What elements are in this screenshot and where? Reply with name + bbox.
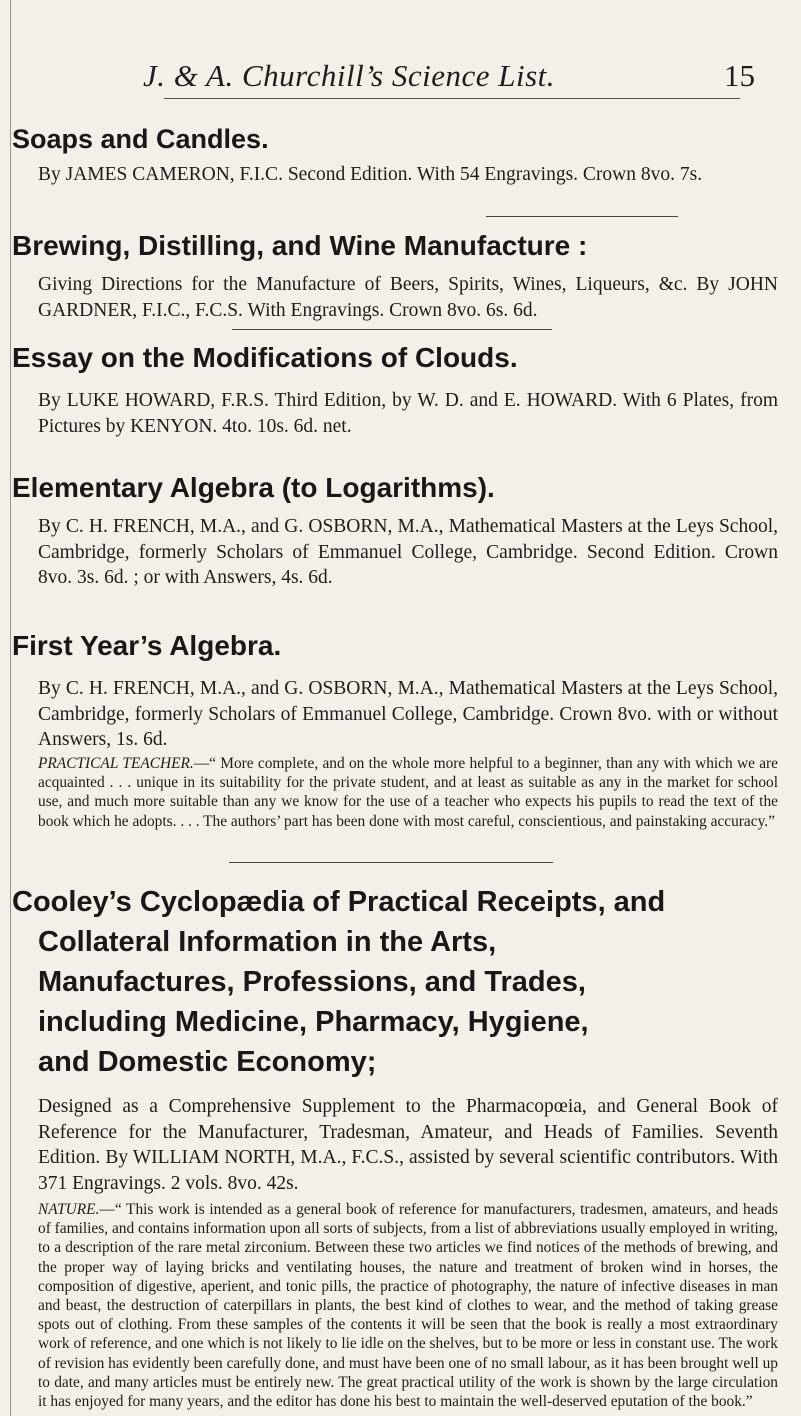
running-head [0,58,801,98]
entry-body: By JAMES CAMERON, F.I.C. Second Edition. With 54 Engravings. Crown 8vo. 7s. [38,164,703,185]
entry-heading: First Year’s Algebra. [12,630,282,661]
running-head-title: J. & A. Churchill’s Science List. [143,58,556,93]
entry-heading: Elementary Algebra (to Logarithms). [12,472,495,503]
review-text: —“ This work is intended as a general book of reference for manufacturers, tradesmen, amateurs, and heads of families, and contains information upon all sorts of subjects, from a list of abbreviations usually employed in writing, to a description of the rare metal zirconium. Between these two articles we find notices of the methods of brewing, and the proper way of laying bricks and ventilating houses, the nature and treatment of broken wind in horses, the composition of digestive, aperient, and tonic pills, the practice of photography, the nature of infective diseases in man and beast, the destruction of caterpillars in plants, the best kind of clothes to wear, and the method of taking grease spots out of clothing. From these samples of the contents it will be seen that the book is really a most extraordinary work of reference, and one which is not likely to lie idle on the shelves, but to be more or less in constant use. The work of revision has evidently been carefully done, and must have been one of no small labour, as it has been brought well up to date, and many articles must be entirely new. The great practical utility of the work is shown by the large circulation it has enjoyed for many years, and the editor has done his best to maintain the well-deserved eputation of the book.” [38,1201,778,1411]
entry-heading [12,882,752,1082]
running-head-rule [164,98,740,99]
entry-heading: Essay on the Modifications of Clouds. [12,342,518,373]
entry-body: Giving Directions for the Manufacture of Beers, Spirits, Wines, Liqueurs, &c. By JOHN GARDNER, F.I.C., F.C.S. With Engravings. Crown 8vo. 6s. 6d. [38,274,778,321]
review-quote [38,754,778,831]
heading-line: Manufactures, Professions, and Trades, [38,966,586,998]
heading-line: and Domestic Economy; [38,1046,377,1078]
heading-line: Collateral Information in the Arts, [38,926,497,958]
review-source: NATURE. [38,1201,100,1218]
page-number: 15 [724,58,755,93]
entry-body: By C. H. FRENCH, M.A., and G. OSBORN, M.A., Mathematical Masters at the Leys School, Cambridge, formerly Scholars of Emmanuel College, Cambridge. Crown 8vo. with or without Answers, 1s. 6d. [38,678,778,750]
entry-heading: Brewing, Distilling, and Wine Manufacture : [12,230,588,261]
entry-body: By LUKE HOWARD, F.R.S. Third Edition, by W. D. and E. HOWARD. With 6 Plates, from Pictures by KENYON. 4to. 10s. 6d. net. [38,390,778,437]
entry-body: Designed as a Comprehensive Supplement to the Pharmacopœia, and General Book of Reference for the Manufacturer, Tradesman, Amateur, and Heads of Families. Seventh Edition. By WILLIAM NORTH, M.A., F.C.S., assisted by several scientific contributors. With 371 Engravings. 2 vols. 8vo. 42s. [38,1096,778,1194]
page-edge-line [10,0,11,1416]
review-source: PRACTICAL TEACHER. [38,755,194,772]
heading-line: Cooley’s Cyclopædia of Practical Receipts, and [12,886,666,918]
entry-body: By C. H. FRENCH, M.A., and G. OSBORN, M.A., Mathematical Masters at the Leys School, Cambridge, formerly Scholars of Emmanuel College, Cambridge. Second Edition. Crown 8vo. 3s. 6d. ; or with Answers, 4s. 6d. [38,516,778,588]
heading-line: including Medicine, Pharmacy, Hygiene, [38,1006,589,1038]
separator-rule [229,862,553,863]
entry-heading: Soaps and Candles. [12,124,269,154]
review-text: —“ More complete, and on the whole more helpful to a beginner, than any with which we are acquainted . . . unique in its suitability for the private student, and at least as suitable as any in the market for school use, and much more suitable than any we know for the use of a teacher who expects his pupils to read the text of the book which he adopts. . . . The authors’ part has been done with most careful, conscientious, and painstaking accuracy.” [38,755,778,830]
separator-rule [232,329,552,330]
separator-rule [486,216,678,217]
review-quote [38,1200,778,1411]
